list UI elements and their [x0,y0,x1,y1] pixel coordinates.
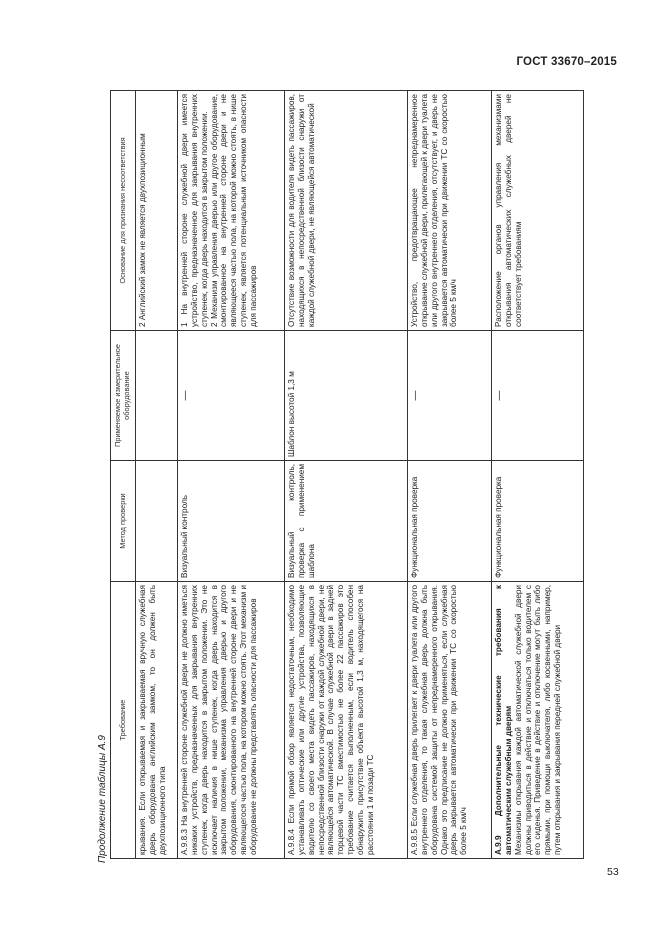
method-cell: Визуальный контроль, проверка с применением шаблона [285,461,408,582]
equipment-cell: — [408,331,492,461]
header-requirement: Требование [111,582,136,859]
table-row [492,91,584,859]
table-continuation-caption: Продолжение таблицы А.9 [97,735,108,863]
basis-cell: 1 На внутренней стороне служебной двери имеется устройство, предназначенное для закрывания внутренних ступенек, когда дверь находится в закрытом положении. 2 Механизм управления дверью или другое оборудование, смонтированное на внутренней стороне двери и не являющееся частью пола, на которой можно стоять, в нише ступенек, является потенциальным источником опасности для пассажиров [178,91,285,331]
table-row [178,91,285,859]
page-number: 53 [607,866,619,878]
requirement-cell: крывания. Если открываемая и закрываемая вручную служебная дверь оборудована английским замком, то он должен быть двухпозиционного типа [136,582,178,859]
requirement-cell: А.9.8.4 Если прямой обзор является недостаточным, необходимо устанавливать оптические или другие устройства, позволяющие водителю со своего места видеть пассажиров, находящихся в непосредственной близости снаружи от каждой служебной двери, не являющейся автоматической. В случае служебной двери в задней торцевой части ТС вместимостью не более 22 пассажиров это требование считается выполненным, если водитель способен обнаружить присутствие объекта высотой 1,3 м, находящегося на расстоянии 1 м позади ТС [285,582,408,859]
standard-code: ГОСТ 33670–2015 [516,56,617,68]
requirement-cell: А.9.8.5 Если служебная дверь прилегает к двери туалета или другого внутреннего отделения, то такая служебная дверь должна быть оборудована системой защиты от непреднамеренного открывания. Однако это предписание не должно применяться, если служебная дверь закрывается автоматически при движении ТС со скоростью более 5 км/ч [408,582,492,859]
requirements-table [110,90,584,859]
table-row [285,91,408,859]
equipment-cell: — [492,331,584,461]
method-cell [136,461,178,582]
header-method: Метод проверки [111,461,136,582]
basis-cell: Отсутствие возможности для водителя видеть пассажиров, находящихся в непосредственной близости снаружи от каждой служебной двери, не являющейся автоматической [285,91,408,331]
header-basis: Основание для признания несоответствия [111,91,136,331]
section-title: А.9.9 Дополнительные технические требования к автоматическим служебным дверям [494,585,513,855]
method-cell: Визуальный контроль [178,461,285,582]
table-row [408,91,492,859]
method-cell: Функциональная проверка [492,461,584,582]
basis-cell: Устройство, предотвращающее непреднамеренное открывание служебной двери, прилегающей к двери туалета или другого внутреннего отделения, отсутствует, и дверь не закрывается автоматически при движении ТС со скоростью более 5 км/ч [408,91,492,331]
equipment-cell: — [178,331,285,461]
basis-cell: 2 Английский замок не является двухпозиционным [136,91,178,331]
table-header-row [111,91,136,859]
equipment-cell [136,331,178,461]
rotated-page-content [94,84,591,865]
header-equipment: Применяемое измерительное оборудование [111,331,136,461]
section-text: Механизмы открывания каждой автоматической служебной двери должны приводиться в действие и отключаться только водителем с его сиденья. Приведение в действие и отключение могут быть либо прямыми, при помощи выключателя, либо косвенными, например, путем открывания и закрывания передней служебной двери [513,585,563,855]
equipment-cell: Шаблон высотой 1,3 м [285,331,408,461]
requirement-cell: А.9.8.3 На внутренней стороне служебной двери не должно иметься никаких устройств, предназначенных для закрывания внутренних ступенек, когда дверь находится в закрытом положении. Это не исключает наличия в нише ступенек, когда дверь находится в закрытом положении, механизма управления дверью и другого оборудования, смонтированного на внутренней стороне двери и не являющегося частью пола, на котором можно стоять. Этот механизм и оборудование не должны представлять опасности для пассажиров [178,582,285,859]
requirement-cell [492,582,584,859]
table-row [136,91,178,859]
basis-cell: Расположение органов управления механизмами открывания автоматических служебных дверей не соответствует требованиям [492,91,584,331]
method-cell: Функциональная проверка [408,461,492,582]
